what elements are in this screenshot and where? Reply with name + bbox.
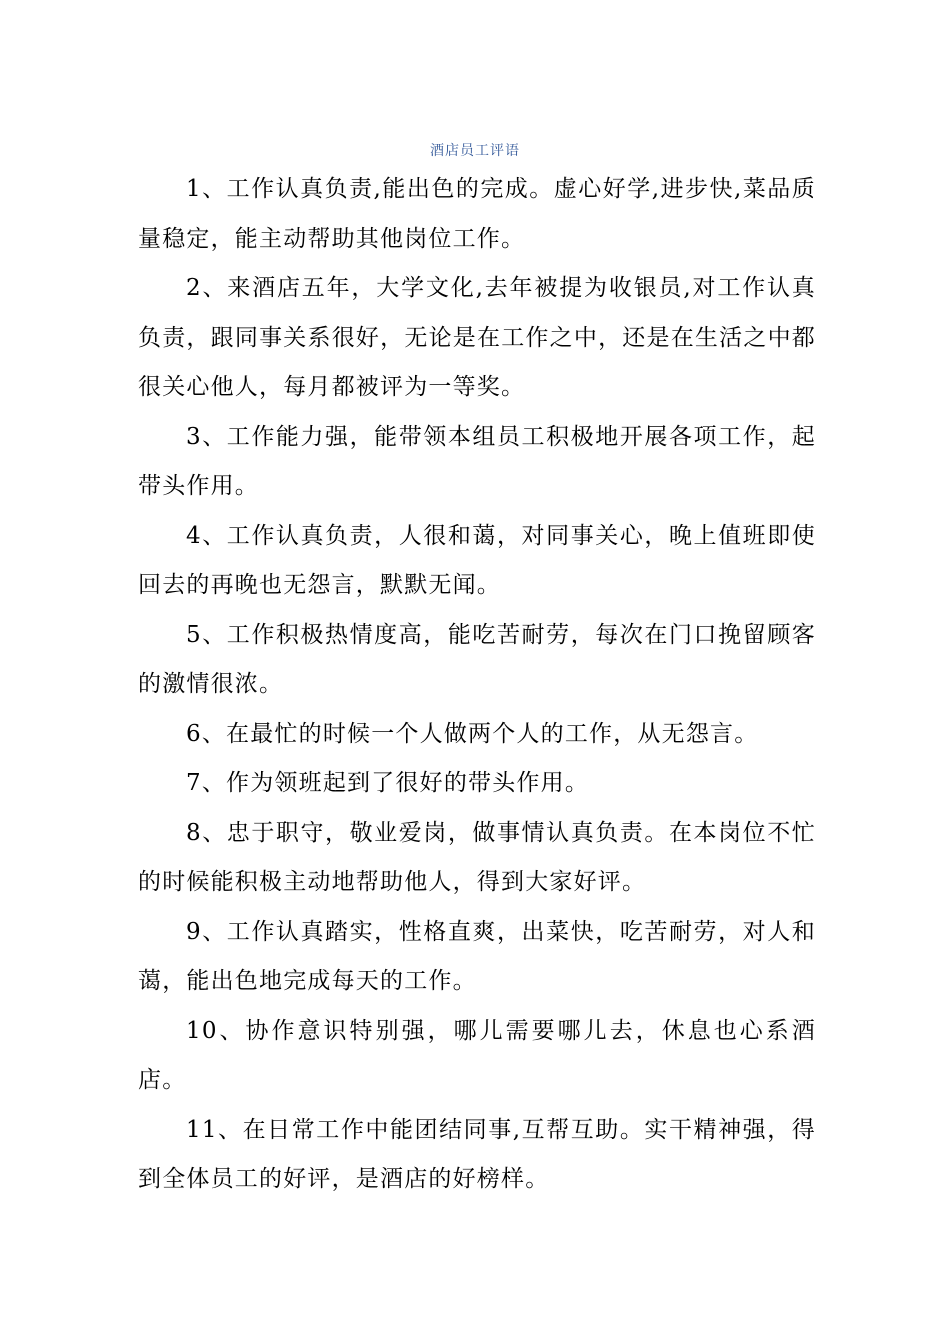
paragraph-2: 2、来酒店五年，大学文化,去年被提为收银员,对工作认真负责，跟同事关系很好，无论是在工作之中，还是在生活之中都很关心他人，每月都被评为一等奖。 (138, 275, 816, 400)
paragraph-4: 4、工作认真负责，人很和蔼，对同事关心，晚上值班即使回去的再晚也无怨言，默默无闻。 (138, 522, 816, 598)
paragraph-5: 5、工作积极热情度高，能吃苦耐劳，每次在门口挽留顾客的激情很浓。 (138, 621, 816, 697)
paragraph-8: 8、忠于职守，敬业爱岗，做事情认真负责。在本岗位不忙的时候能积极主动地帮助他人，得到大家好评。 (138, 819, 816, 895)
paragraph-6: 6、在最忙的时候一个人做两个人的工作，从无怨言。 (186, 720, 759, 747)
document-body (138, 165, 816, 1205)
document-title: 酒店员工评语 (430, 143, 520, 159)
paragraph-9: 9、工作认真踏实，性格直爽，出菜快，吃苦耐劳，对人和蔼，能出色地完成每天的工作。 (138, 918, 816, 994)
paragraph-3: 3、工作能力强，能带领本组员工积极地开展各项工作，起带头作用。 (138, 423, 816, 499)
paragraph-11: 11、在日常工作中能团结同事,互帮互助。实干精神强，得到全体员工的好评，是酒店的好榜样。 (138, 1116, 816, 1192)
paragraph-1: 1、工作认真负责,能出色的完成。虚心好学,进步快,菜品质量稳定，能主动帮助其他岗位工作。 (138, 176, 816, 252)
paragraph-10: 10、协作意识特别强，哪儿需要哪儿去，休息也心系酒店。 (138, 1017, 816, 1093)
paragraph-7: 7、作为领班起到了很好的带头作用。 (186, 770, 590, 796)
